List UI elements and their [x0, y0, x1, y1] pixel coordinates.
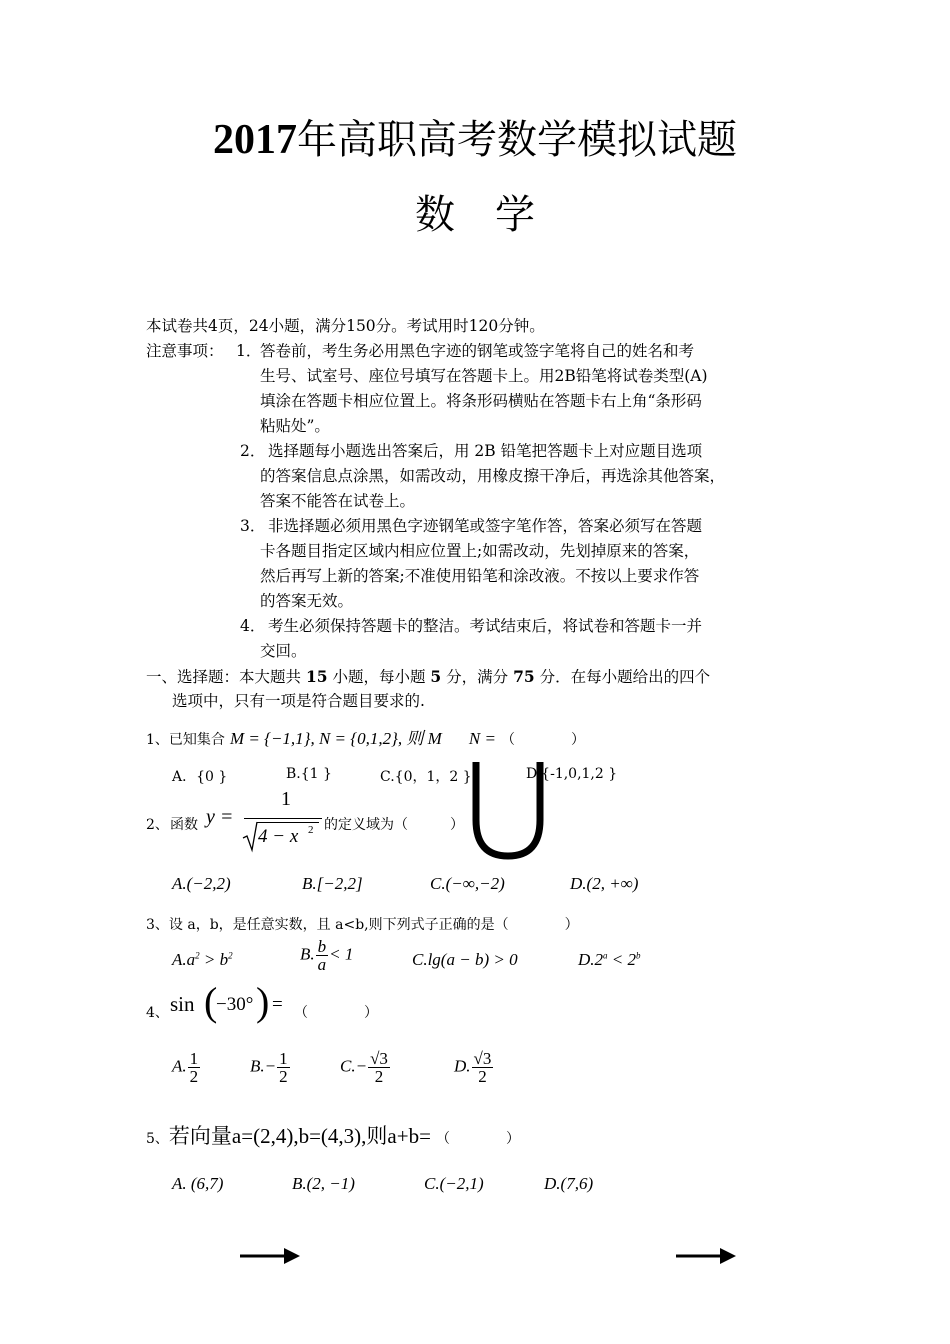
- question-5-option-d: D.(7,6): [544, 1174, 594, 1193]
- note-2-line-3: 答案不能答在试卷上。: [260, 492, 416, 510]
- exam-subject: 数 学: [415, 192, 535, 238]
- exam-title-text: 年高职高考数学模拟试题: [297, 117, 737, 163]
- note-4-num: 4．: [240, 617, 266, 635]
- question-1-expression: M = {−1,1}, N = {0,1,2}, 则 M: [230, 729, 442, 748]
- question-4-function: sin: [170, 992, 195, 1016]
- question-1-answer-blank: （ ）: [501, 732, 586, 748]
- note-3-line-2: 卡各题目指定区域内相应位置上;如需改动，先划掉原来的答案，: [260, 542, 700, 560]
- question-1-option-c: C.{0，1，2 }: [380, 769, 472, 785]
- question-4-answer-blank: （ ）: [294, 1005, 378, 1021]
- radical-vinculum: [257, 822, 319, 823]
- exam-title: [0, 108, 950, 165]
- question-1: [146, 724, 585, 749]
- note-1-line-2: 生号、试室号、座位号填写在答题卡上。用2B铅笔将试卷类型(A): [260, 367, 708, 385]
- section-text-c: 小题，每小题: [332, 668, 426, 686]
- section-heading-line-2: 选项中，只有一项是符合题目要求的.: [172, 692, 425, 710]
- section-heading-line-1: [146, 664, 710, 690]
- q4-d-fraction: [472, 1050, 494, 1085]
- question-1-text: 已知集合: [168, 732, 225, 748]
- question-2-radicand: 4 − x: [258, 826, 299, 847]
- question-3-number: 3、: [146, 917, 169, 933]
- question-4-option-d: [454, 1050, 494, 1085]
- note-2-line-2: 的答案信息点涂黑，如需改动，用橡皮擦干净后，再选涂其他答案，: [260, 467, 726, 485]
- q4-a-num: 1: [189, 1049, 199, 1068]
- question-1-option-d: D.{-1,0,1,2 }: [526, 766, 618, 782]
- question-5-answer-blank: （ ）: [436, 1131, 521, 1147]
- question-1-expression-tail: N =: [468, 729, 496, 748]
- note-4-line-2: 交回。: [260, 642, 307, 660]
- vector-arrow-icon: [238, 1246, 302, 1266]
- opt-b-den: a: [317, 955, 327, 974]
- question-4-option-a: [172, 1050, 201, 1085]
- opt-a-exp-1: 2: [195, 950, 200, 961]
- q4-d-num: √3: [473, 1049, 492, 1068]
- question-4-left-paren: (: [204, 979, 218, 1024]
- q4-b-fraction: [277, 1050, 290, 1085]
- question-4-right-paren: ): [256, 979, 270, 1024]
- question-3-text: 设 a，b，是任意实数，且 a<b,则下列式子正确的是（ ）: [168, 917, 579, 933]
- question-3-option-a: [172, 950, 233, 970]
- question-2-after-text: 的定义域为（ ）: [324, 817, 464, 833]
- section-text-e: 分，满分: [446, 668, 509, 686]
- note-1-line-3: 填涂在答题卡相应位置上。将条形码横贴在答题卡右上角“条形码: [260, 392, 702, 410]
- question-5-option-b: B.(2, −1): [292, 1174, 355, 1193]
- question-4-number: 4、: [146, 1005, 169, 1021]
- opt-b-num: b: [317, 937, 327, 956]
- opt-b-fraction: [316, 938, 329, 973]
- q4-a-label: A.: [172, 1056, 187, 1076]
- question-5-option-a: A. (6,7): [172, 1174, 224, 1193]
- question-2-lhs: y =: [206, 806, 234, 828]
- question-1-option-a: A．{0 }: [172, 769, 228, 785]
- question-3-option-c: C.lg(a − b) > 0: [412, 950, 518, 969]
- opt-a-base: A.a: [172, 950, 196, 969]
- note-3-line-3: 然后再写上新的答案;不准使用铅笔和涂改液。不按以上要求作答: [260, 567, 700, 585]
- opt-a-mid: > b: [199, 950, 229, 969]
- opt-d-exp-2: b: [636, 950, 641, 961]
- q4-c-fraction: [368, 1050, 390, 1085]
- note-3-line-4: 的答案无效。: [260, 592, 354, 610]
- q4-d-den: 2: [478, 1067, 487, 1086]
- opt-d-exp-1: a: [603, 950, 608, 961]
- section-points-each: 5: [430, 667, 442, 686]
- radical-sign: [242, 822, 258, 852]
- question-2-numerator: 1: [281, 788, 291, 810]
- question-2-option-d: D.(2, +∞): [570, 874, 639, 893]
- opt-b-rest: < 1: [329, 944, 354, 964]
- note-1-num: 1．: [236, 342, 262, 360]
- q4-c-label: C.: [340, 1056, 356, 1076]
- q4-c-sign: −: [355, 1056, 368, 1076]
- exam-year: 2017: [213, 117, 297, 163]
- section-text-a: 一、选择题：本大题共: [146, 668, 302, 686]
- q4-b-den: 2: [279, 1067, 288, 1086]
- question-1-option-b: B.{1 }: [286, 766, 332, 782]
- question-5-option-c: C.(−2,1): [424, 1174, 484, 1193]
- section-count: 15: [305, 667, 328, 686]
- union-symbol: [468, 762, 548, 862]
- q4-a-fraction: [188, 1050, 201, 1085]
- question-2-fraction-bar: [244, 818, 322, 819]
- q4-b-sign: −: [264, 1056, 277, 1076]
- note-1-line-1: 答卷前，考生务必用黑色字迹的钢笔或签字笔将自己的姓名和考: [260, 342, 695, 360]
- question-5: [146, 1120, 520, 1150]
- q4-b-num: 1: [279, 1049, 288, 1068]
- opt-d-base: D.2: [578, 950, 604, 969]
- q4-c-num: √3: [370, 1049, 388, 1068]
- question-4-equals: =: [272, 994, 283, 1015]
- exam-intro: 本试卷共4页，24小题，满分150分。考试用时120分钟。: [146, 317, 545, 335]
- question-5-text: 若向量a=(2,4),b=(4,3),则a+b=: [168, 1124, 431, 1148]
- question-3-option-b: [300, 938, 353, 973]
- note-2-line-1: 选择题每小题选出答案后，用 2B 铅笔把答题卡上对应题目选项: [268, 442, 703, 460]
- question-4-option-b: [250, 1050, 291, 1085]
- vector-arrow-icon: [674, 1246, 738, 1266]
- opt-a-exp-2: 2: [228, 950, 233, 961]
- note-4-line-1: 考生必须保持答题卡的整洁。考试结束后，将试卷和答题卡一并: [268, 617, 703, 635]
- notes-label: 注意事项：: [146, 342, 224, 360]
- question-3: [146, 914, 579, 934]
- q4-b-label: B.: [250, 1056, 265, 1076]
- question-2-number: 2、: [146, 817, 169, 833]
- section-total: 75: [513, 667, 535, 686]
- note-3-num: 3．: [240, 517, 266, 535]
- question-2-exponent: 2: [308, 824, 314, 836]
- question-4-option-c: [340, 1050, 391, 1085]
- question-2-text: 函数: [170, 817, 198, 833]
- question-2-option-c: C.(−∞,−2): [430, 874, 505, 893]
- question-5-number: 5、: [146, 1131, 169, 1147]
- q4-a-den: 2: [189, 1067, 199, 1086]
- question-1-number: 1、: [146, 732, 169, 748]
- note-2-num: 2．: [240, 442, 266, 460]
- opt-d-mid: < 2: [607, 950, 637, 969]
- note-3-line-1: 非选择题必须用黑色字迹钢笔或签字笔作答，答案必须写在答题: [268, 517, 703, 535]
- note-1-line-4: 粘贴处”。: [260, 417, 330, 435]
- section-text-g: 分．在每小题给出的四个: [539, 668, 711, 686]
- q4-c-den: 2: [374, 1067, 384, 1086]
- question-3-option-d: [578, 950, 641, 970]
- question-4-argument: −30°: [216, 994, 254, 1015]
- question-2-option-a: A.(−2,2): [172, 874, 231, 893]
- question-4: [146, 980, 546, 1024]
- opt-b-prefix: B.: [300, 944, 315, 964]
- question-2-option-b: B.[−2,2]: [302, 874, 363, 893]
- q4-d-label: D.: [454, 1056, 471, 1076]
